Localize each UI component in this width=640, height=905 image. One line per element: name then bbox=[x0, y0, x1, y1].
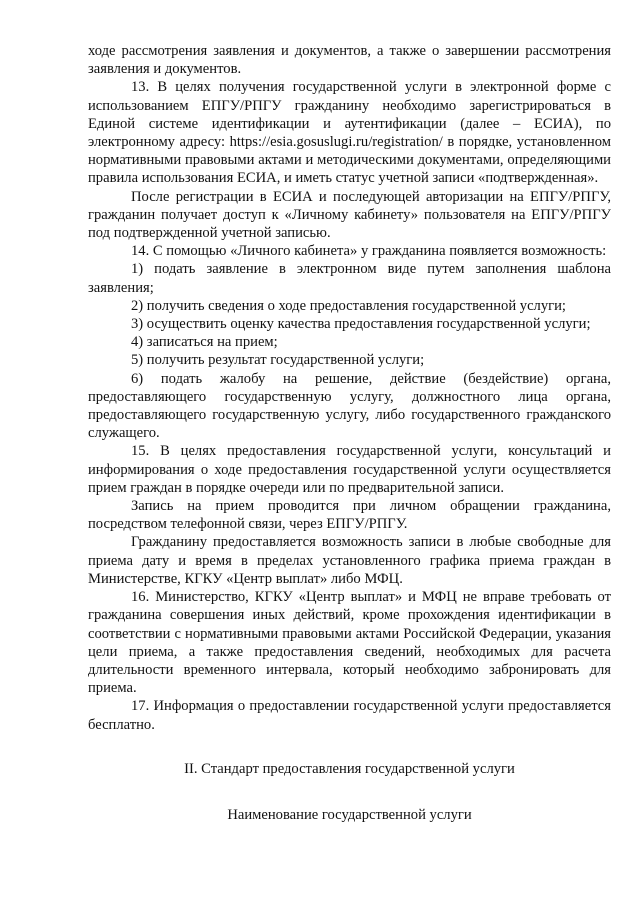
paragraph-17: 17. Информация о предоставлении государственной услуги предоставляется бесплатно. bbox=[88, 698, 611, 733]
list-item-4: 4) записаться на прием; bbox=[131, 334, 278, 351]
list-item-1: 1) подать заявление в электронном виде путем заполнения шаблона заявления; bbox=[88, 261, 611, 296]
list-item-2: 2) получить сведения о ходе предоставления государственной услуги; bbox=[131, 297, 566, 314]
paragraph-esia-registration: После регистрации в ЕСИА и последующей авторизации на ЕПГУ/РПГУ, гражданин получает доступ к «Личному кабинету» пользователя на ЕПГУ/РПГУ под подтвержденной учетной записью. bbox=[88, 188, 611, 242]
paragraph-appointment: Запись на прием проводится при личном обращении гражданина, посредством телефонной связи, через ЕПГУ/РПГУ. bbox=[88, 498, 611, 533]
list-item-5: 5) получить результат государственной услуги; bbox=[131, 352, 425, 369]
paragraph-13: 13. В целях получения государственной услуги в электронной форме с использованием ЕПГУ/РПГУ гражданину необходимо зарегистрироваться в Единой системе идентификации и аутентификации (далее – ЕСИА), по электронному адресу: https://esia.gosuslugi.ru/registration/ в порядке, установленном нормативными правовыми актами и методическими документами, определяющими правила использования ЕСИА, и иметь статус учетной записи «подтвержденная». bbox=[88, 79, 611, 187]
paragraph-14: 14. С помощью «Личного кабинета» у гражданина появляется возможность: bbox=[131, 243, 607, 260]
paragraph-continuation: ходе рассмотрения заявления и документов, а также о завершении рассмотрения заявления и документов. bbox=[88, 43, 611, 78]
list-item-6: 6) подать жалобу на решение, действие (бездействие) органа, предоставляющего государственную услугу, должностного лица органа, предоставляющего государственную услугу, либо государственного гражданского служащего. bbox=[88, 370, 611, 442]
paragraph-15: 15. В целях предоставления государственной услуги, консультаций и информирования о ходе предоставления государственной услуги осуществляется прием граждан в порядке очереди или по предварительной записи. bbox=[88, 443, 611, 496]
paragraph-appointment-time: Гражданину предоставляется возможность записи в любые свободные для приема дату и время в пределах установленного графика приема граждан в Министерстве, КГКУ «Центр выплат» либо МФЦ. bbox=[88, 534, 611, 587]
paragraph-16: 16. Министерство, КГКУ «Центр выплат» и МФЦ не вправе требовать от гражданина совершения иных действий, кроме прохождения идентификации в соответствии с нормативными правовыми актами Российской Федерации, указания цели приема, а также предоставления сведений, необходимых для расчета длительности временного интервала, который необходимо забронировать для приема. bbox=[88, 589, 611, 697]
section-heading: II. Стандарт предоставления государственной услуги bbox=[184, 760, 515, 777]
list-item-3: 3) осуществить оценку качества предоставления государственной услуги; bbox=[131, 316, 591, 333]
document-page bbox=[88, 42, 611, 824]
subsection-heading: Наименование государственной услуги bbox=[227, 806, 472, 823]
